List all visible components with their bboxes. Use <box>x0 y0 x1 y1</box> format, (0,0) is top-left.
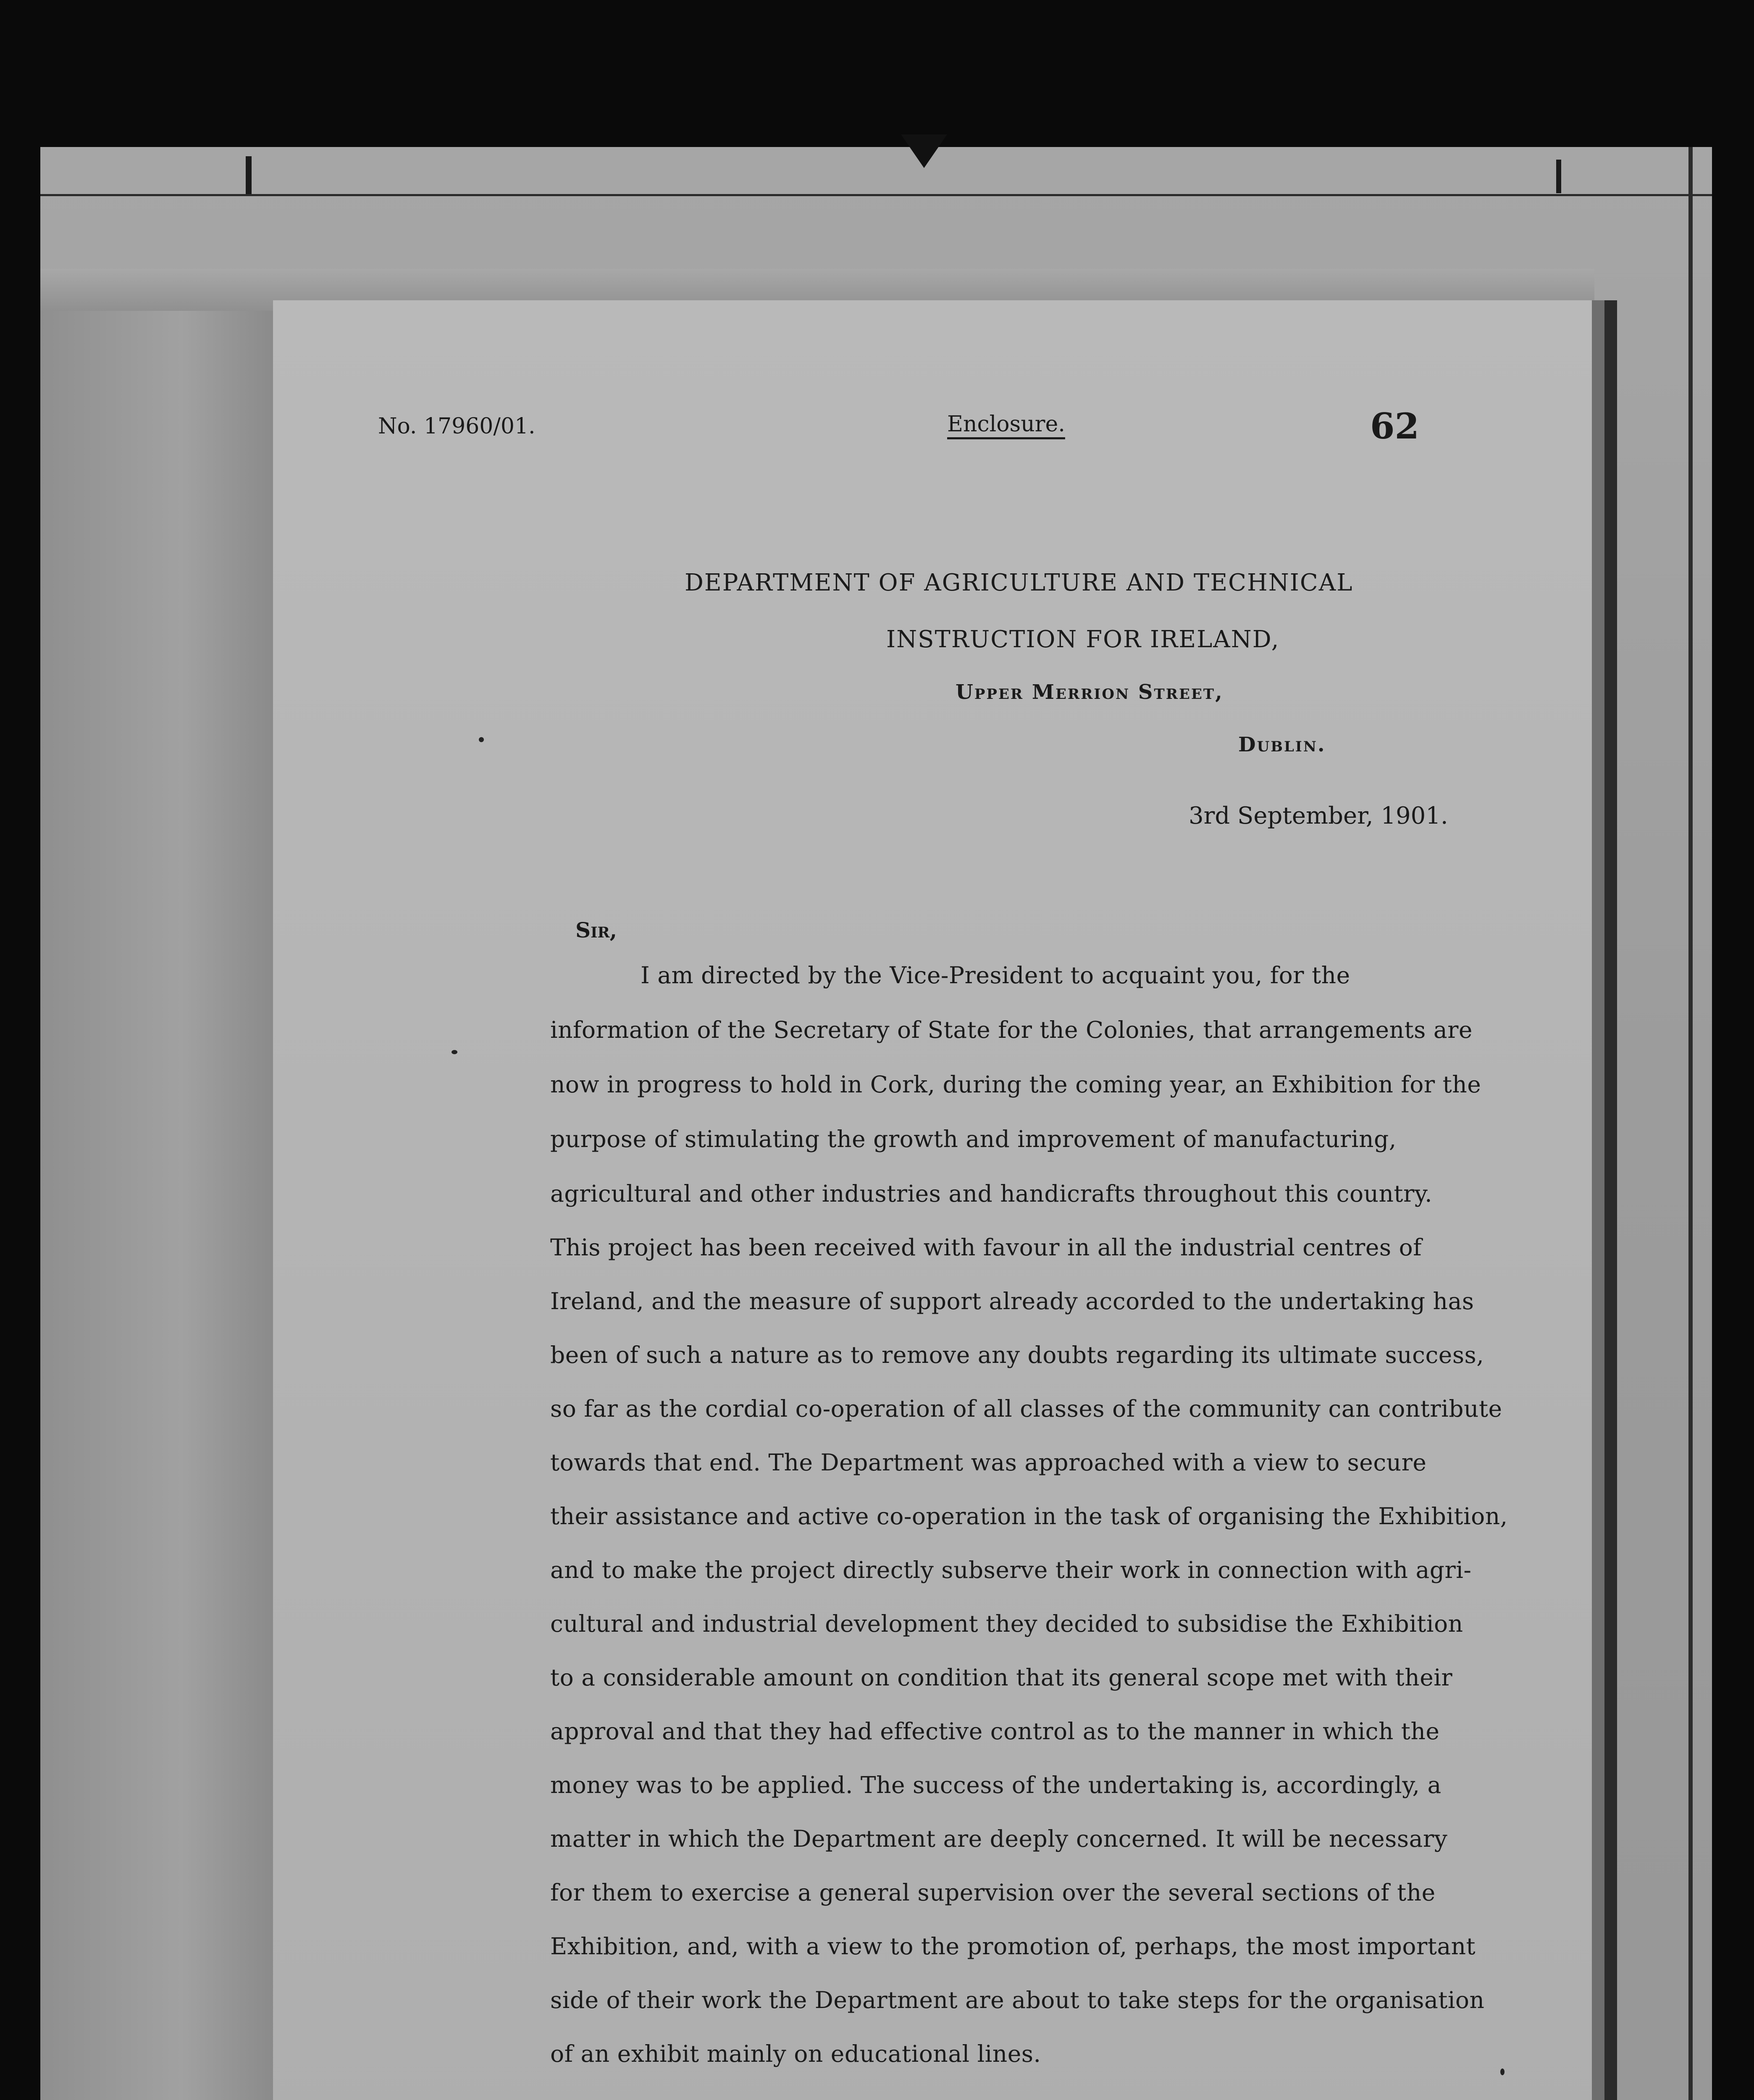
salutation: Sir, <box>575 918 617 942</box>
ink-speck <box>452 1050 457 1054</box>
body-line: been of such a nature as to remove any doubts regarding its ultimate success, <box>550 1341 1484 1368</box>
ink-speck <box>479 737 484 742</box>
body-line: I am directed by the Vice-President to acquaint you, for the <box>641 962 1350 989</box>
body-line: and to make the project directly subserve their work in connection with agri- <box>550 1557 1472 1583</box>
body-line: towards that end. The Department was approached with a view to secure <box>550 1449 1427 1476</box>
department-line-2: INSTRUCTION FOR IRELAND, <box>886 626 1280 653</box>
frame-tick-right <box>1556 160 1561 193</box>
body-line: agricultural and other industries and handicrafts throughout this country. <box>550 1180 1433 1207</box>
body-line: now in progress to hold in Cork, during the coming year, an Exhibition for the <box>550 1071 1481 1098</box>
page-number: 62 <box>1370 405 1419 447</box>
frame-tick-left <box>246 156 252 194</box>
mount-right-edge <box>1688 147 1693 2100</box>
body-line: purpose of stimulating the growth and improvement of manufacturing, <box>550 1126 1397 1152</box>
underlying-page-left <box>40 311 276 2100</box>
body-line: Ireland, and the measure of support already accorded to the undertaking has <box>550 1288 1474 1315</box>
ink-speck <box>1500 2068 1505 2075</box>
letter-date: 3rd September, 1901. <box>1189 802 1448 830</box>
body-line: This project has been received with favour in all the industrial centres of <box>550 1234 1422 1261</box>
enclosure-label: Enclosure. <box>947 412 1065 437</box>
body-line: approval and that they had effective control as to the manner in which the <box>550 1718 1440 1745</box>
body-line: of an exhibit mainly on educational lines. <box>550 2040 1041 2067</box>
sheet-shadow <box>1588 319 1617 2100</box>
body-line: for them to exercise a general supervision over the several sections of the <box>550 1879 1436 1906</box>
reference-number: No. 17960/01. <box>378 414 536 439</box>
city: Dublin. <box>1238 733 1326 756</box>
body-line: Exhibition, and, with a view to the promotion of, perhaps, the most important <box>550 1933 1476 1960</box>
body-line: information of the Secretary of State for the Colonies, that arrangements are <box>550 1016 1473 1043</box>
body-line: cultural and industrial development they decided to subsidise the Exhibition <box>550 1610 1463 1637</box>
body-line: their assistance and active co-operation in the task of organising the Exhibition, <box>550 1503 1508 1530</box>
body-line: to a considerable amount on condition that its general scope met with their <box>550 1664 1453 1691</box>
body-line: side of their work the Department are about to take steps for the organisation <box>550 1987 1485 2013</box>
department-line-1: DEPARTMENT OF AGRICULTURE AND TECHNICAL <box>685 569 1353 596</box>
street-address: Upper Merrion Street, <box>956 680 1224 704</box>
body-line: so far as the cordial co-operation of all classes of the community can contribute <box>550 1395 1502 1422</box>
body-line: matter in which the Department are deeply concerned. It will be necessary <box>550 1825 1448 1852</box>
body-line: money was to be applied. The success of the undertaking is, accordingly, a <box>550 1772 1442 1798</box>
mount-rule-line <box>40 194 1712 196</box>
